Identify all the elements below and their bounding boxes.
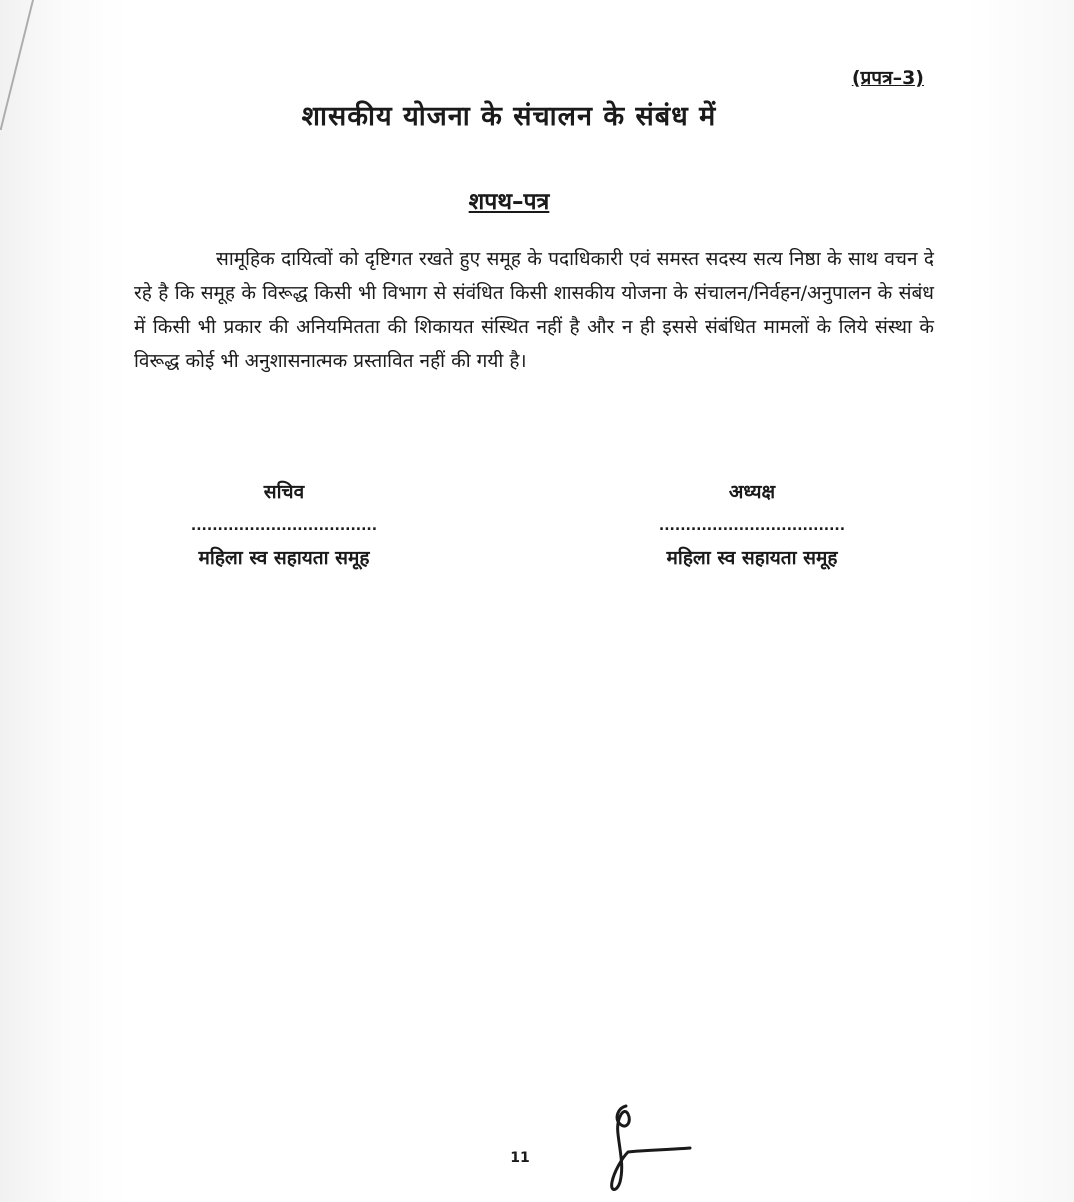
handwritten-initials-icon (604, 1100, 704, 1196)
affidavit-body-text: सामूहिक दायित्वों को दृष्टिगत रखते हुए समूह के पदाधिकारी एवं समस्त सदस्य सत्य निष्ठा के साथ वचन दे रहे है कि समूह के विरूद्ध किसी भी विभाग से संवंधित किसी शासकीय योजना के संचालन/निर्वहन/अनुपालन के संबंध में किसी भी प्रकार की अनियमितता की शिकायत संस्थित नहीं है और न ही इससे संबंधित मामलों के लिये संस्था के विरूद्ध कोई भी अनुशासनात्मक प्रस्तावित नहीं की गयी है। (134, 248, 934, 372)
affidavit-heading: शपथ–पत्र (468, 189, 550, 215)
secretary-signature-block (134, 478, 434, 570)
president-signature-block (602, 478, 902, 570)
president-organization-label: महिला स्व सहायता समूह (666, 547, 838, 569)
page-number: 11 (510, 1150, 530, 1166)
form-number: (प्रपत्र–3) (851, 67, 924, 89)
secretary-signature-line: ................................... (190, 518, 378, 534)
president-role-label: अध्यक्ष (728, 481, 776, 503)
president-signature-line: ................................... (658, 518, 846, 534)
secretary-organization-label: महिला स्व सहायता समूह (198, 547, 370, 569)
document-title: शासकीय योजना के संचालन के संबंध में (301, 101, 717, 132)
secretary-role-label: सचिव (263, 481, 305, 503)
